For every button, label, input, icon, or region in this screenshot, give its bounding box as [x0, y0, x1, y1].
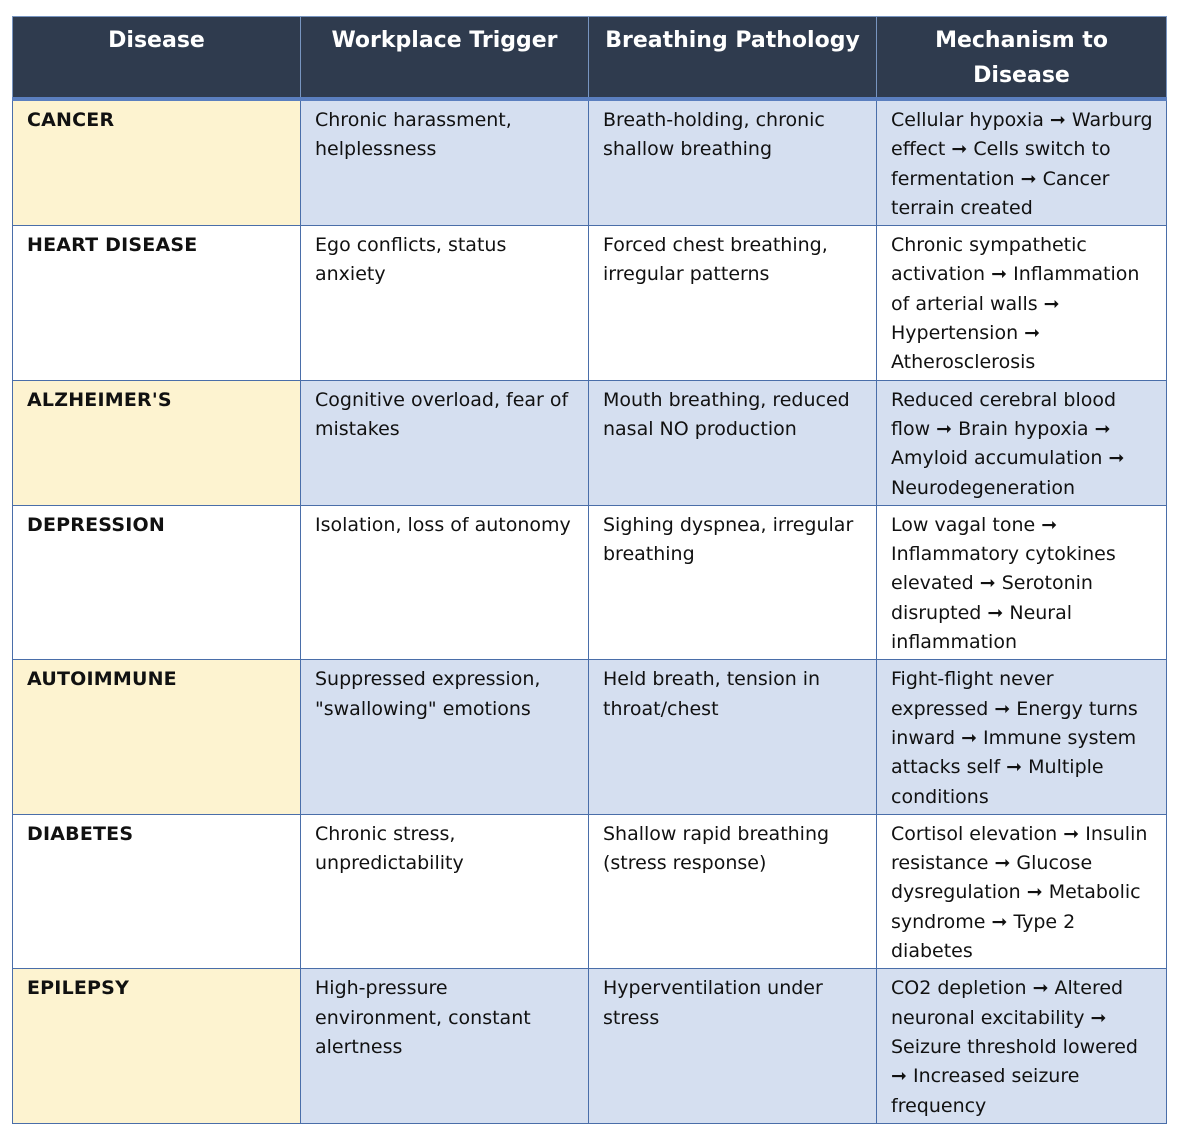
disease-cell: EPILEPSY — [13, 969, 301, 1123]
pathology-cell: Held breath, tension in throat/chest — [589, 660, 877, 814]
disease-cell: CANCER — [13, 99, 301, 226]
table-body — [13, 99, 1167, 1123]
pathology-cell: Sighing dyspnea, irregular breathing — [589, 505, 877, 659]
pathology-cell: Mouth breathing, reduced nasal NO production — [589, 380, 877, 505]
table-row — [13, 226, 1167, 380]
pathology-cell: Forced chest breathing, irregular patterns — [589, 226, 877, 380]
table-row — [13, 380, 1167, 505]
mechanism-cell: CO2 depletion ➞ Altered neuronal excitability ➞ Seizure threshold lowered ➞ Increased seizure frequency — [877, 969, 1167, 1123]
mechanism-cell: Fight-flight never expressed ➞ Energy turns inward ➞ Immune system attacks self ➞ Multiple conditions — [877, 660, 1167, 814]
table-row — [13, 969, 1167, 1123]
header-disease: Disease — [13, 17, 301, 100]
disease-table-container — [12, 16, 1166, 1124]
pathology-cell: Shallow rapid breathing (stress response) — [589, 814, 877, 968]
table-row — [13, 99, 1167, 226]
header-mechanism-to-disease: Mechanism to Disease — [877, 17, 1167, 100]
trigger-cell: Cognitive overload, fear of mistakes — [301, 380, 589, 505]
trigger-cell: Ego conflicts, status anxiety — [301, 226, 589, 380]
disease-table — [12, 16, 1167, 1124]
trigger-cell: Suppressed expression, "swallowing" emotions — [301, 660, 589, 814]
mechanism-cell: Chronic sympathetic activation ➞ Inflammation of arterial walls ➞ Hypertension ➞ Atherosclerosis — [877, 226, 1167, 380]
disease-cell: DIABETES — [13, 814, 301, 968]
header-row — [13, 17, 1167, 100]
trigger-cell: Isolation, loss of autonomy — [301, 505, 589, 659]
mechanism-cell: Cortisol elevation ➞ Insulin resistance ➞ Glucose dysregulation ➞ Metabolic syndrome ➞ Type 2 diabetes — [877, 814, 1167, 968]
mechanism-cell: Low vagal tone ➞ Inflammatory cytokines elevated ➞ Serotonin disrupted ➞ Neural inflammation — [877, 505, 1167, 659]
header-breathing-pathology: Breathing Pathology — [589, 17, 877, 100]
header-workplace-trigger: Workplace Trigger — [301, 17, 589, 100]
disease-cell: ALZHEIMER'S — [13, 380, 301, 505]
trigger-cell: Chronic harassment, helplessness — [301, 99, 589, 226]
pathology-cell: Breath-holding, chronic shallow breathing — [589, 99, 877, 226]
disease-cell: DEPRESSION — [13, 505, 301, 659]
table-row — [13, 505, 1167, 659]
table-row — [13, 814, 1167, 968]
trigger-cell: High-pressure environment, constant alertness — [301, 969, 589, 1123]
trigger-cell: Chronic stress, unpredictability — [301, 814, 589, 968]
mechanism-cell: Reduced cerebral blood flow ➞ Brain hypoxia ➞ Amyloid accumulation ➞ Neurodegeneration — [877, 380, 1167, 505]
disease-cell: AUTOIMMUNE — [13, 660, 301, 814]
table-header — [13, 17, 1167, 100]
mechanism-cell: Cellular hypoxia ➞ Warburg effect ➞ Cells switch to fermentation ➞ Cancer terrain created — [877, 99, 1167, 226]
table-row — [13, 660, 1167, 814]
disease-cell: HEART DISEASE — [13, 226, 301, 380]
pathology-cell: Hyperventilation under stress — [589, 969, 877, 1123]
